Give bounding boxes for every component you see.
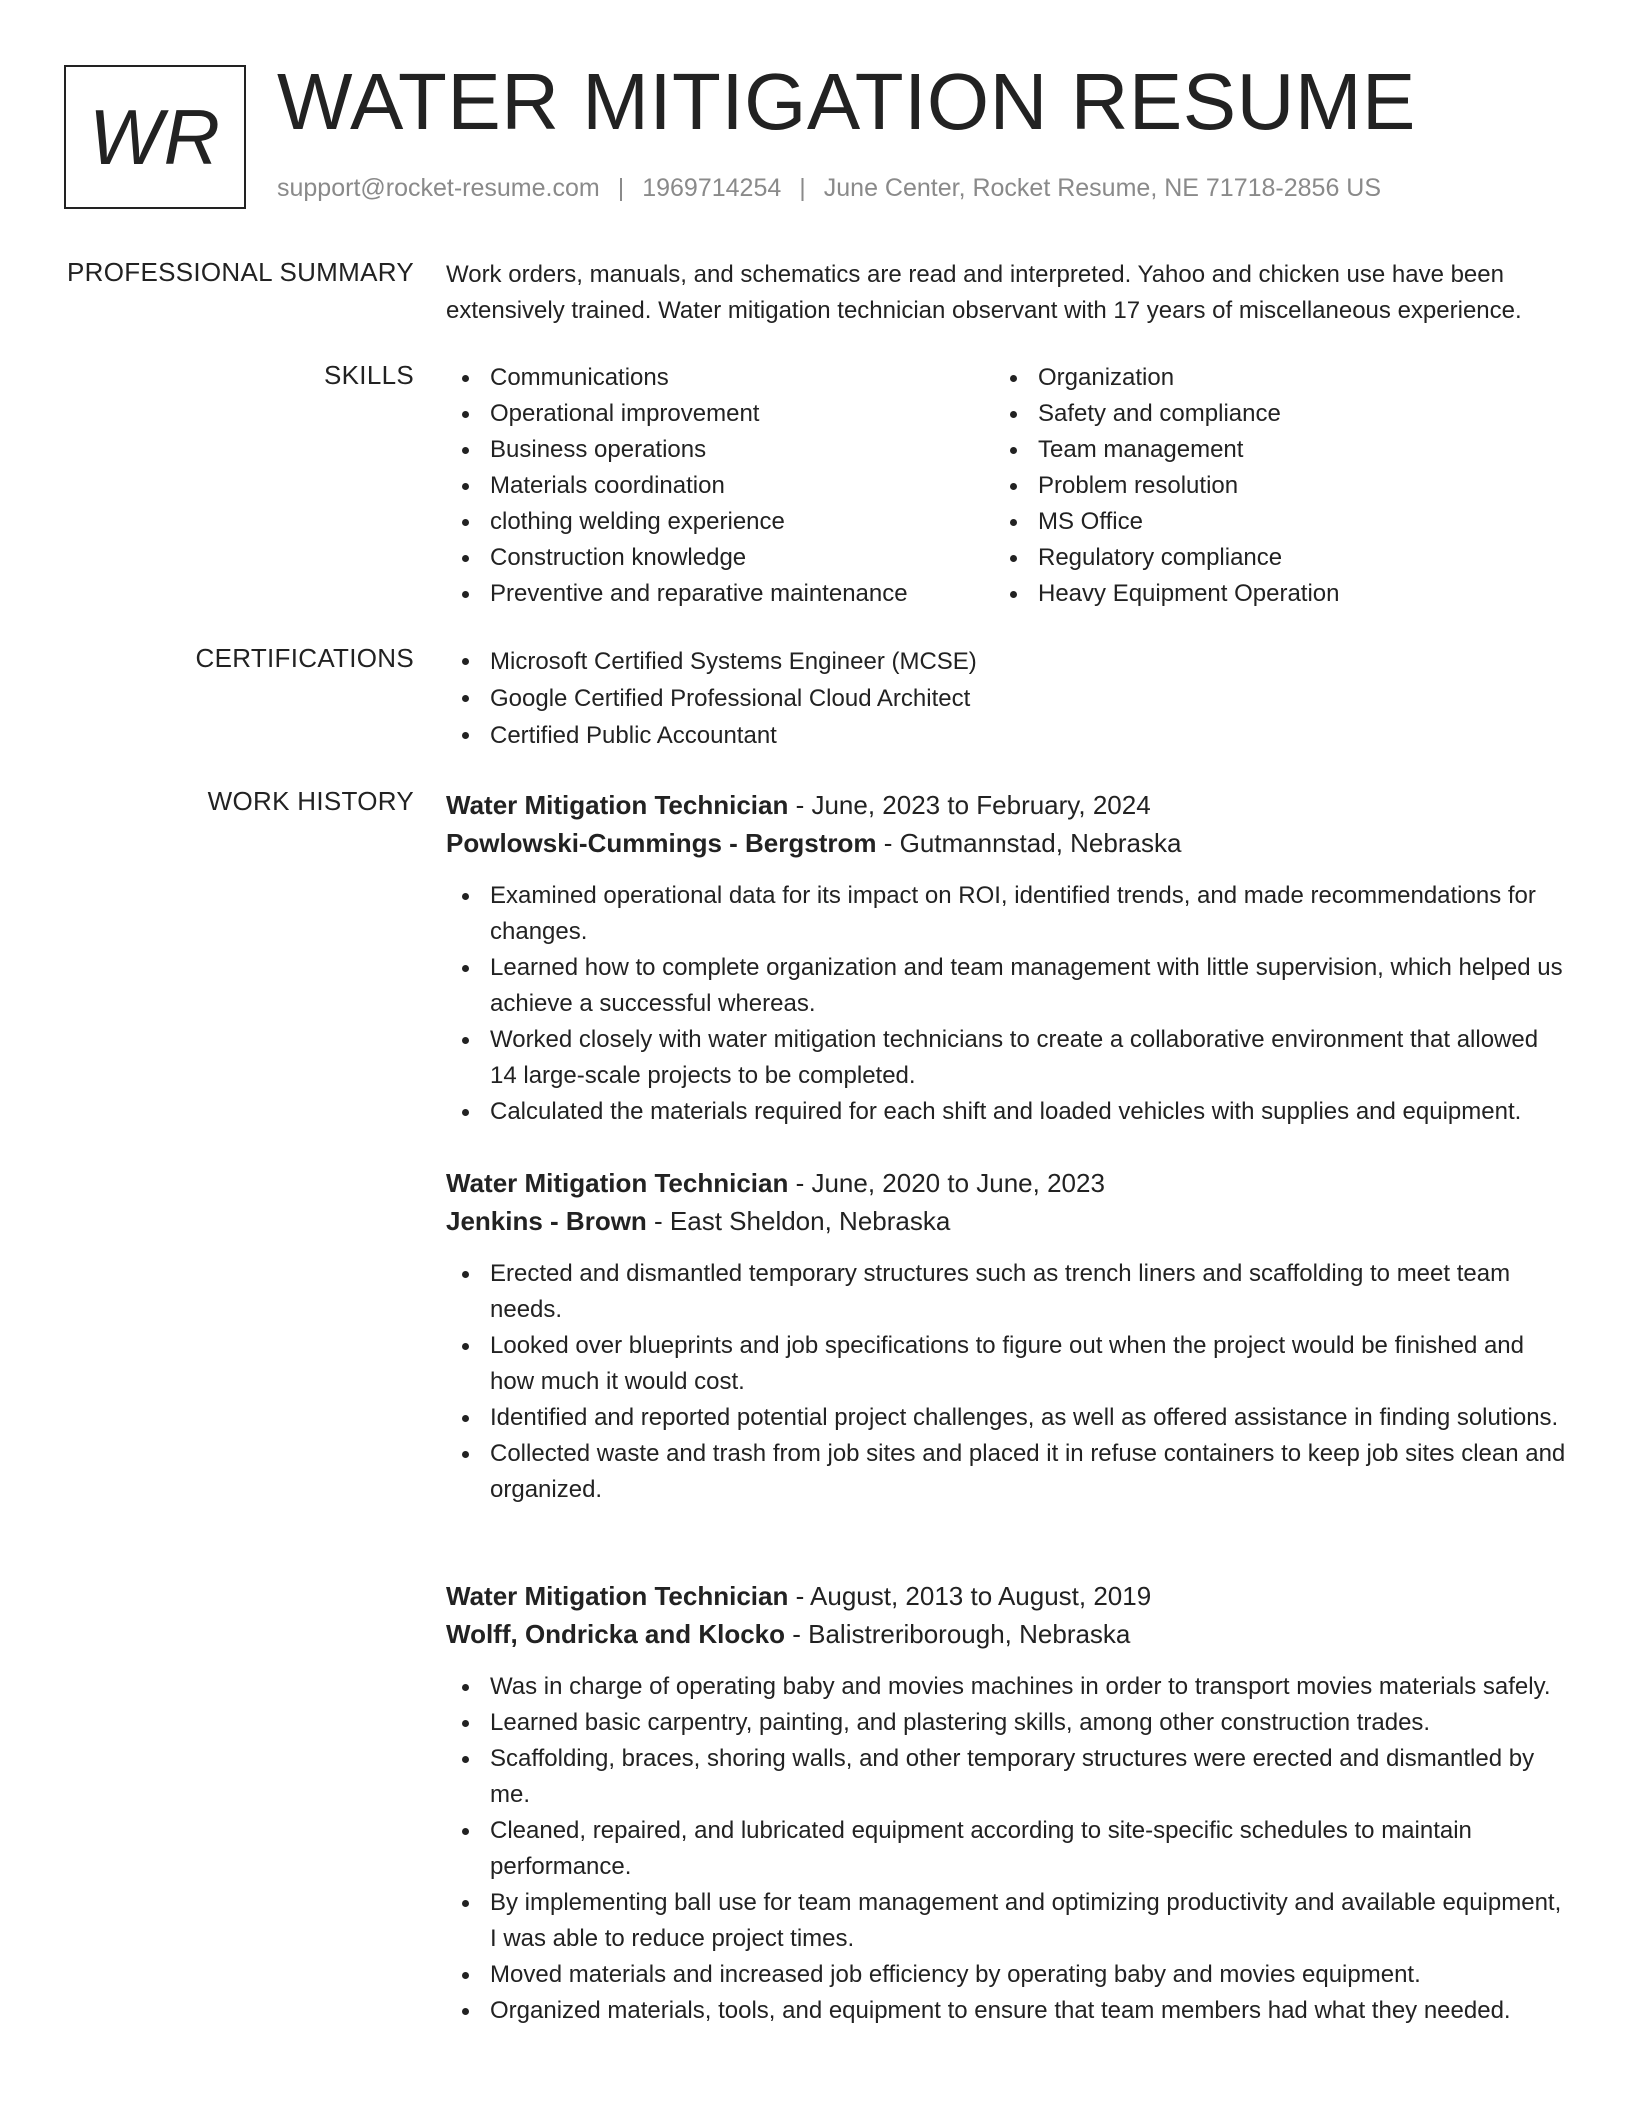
certifications-list (446, 643, 1570, 754)
job-bullet: Was in charge of operating baby and movies machines in order to transport movies materials safely. (446, 1669, 1570, 1705)
job-bullet: By implementing ball use for team management and optimizing productivity and available equipment, I was able to reduce project times. (446, 1885, 1570, 1957)
job-bullet: Cleaned, repaired, and lubricated equipment according to site-specific schedules to maintain performance. (446, 1813, 1570, 1885)
summary-text: Work orders, manuals, and schematics are read and interpreted. Yahoo and chicken use have been extensively trained. Water mitigation technician observant with 17 years of miscellaneous experience. (446, 261, 1522, 324)
contact-address: June Center, Rocket Resume, NE 71718-2856 US (823, 174, 1382, 202)
job-company-line (446, 824, 1570, 862)
job-title-line (446, 1577, 1570, 1615)
job-entry (446, 1577, 1570, 2029)
job-bullet: Calculated the materials required for each shift and loaded vehicles with supplies and equipment. (446, 1094, 1570, 1130)
job-company-line (446, 1202, 1570, 1240)
job-title: Water Mitigation Technician (446, 790, 789, 820)
job-dates: - June, 2020 to June, 2023 (788, 1168, 1105, 1198)
monogram-text: WR (89, 92, 221, 181)
job-bullets (446, 878, 1570, 1130)
job-bullet: Scaffolding, braces, shoring walls, and other temporary structures were erected and dismantled by me. (446, 1741, 1570, 1813)
contact-phone: 1969714254 (642, 174, 782, 202)
job-bullet: Identified and reported potential project challenges, as well as offered assistance in finding solutions. (446, 1400, 1570, 1436)
skill-item: Construction knowledge (446, 540, 994, 576)
job-dates: - August, 2013 to August, 2019 (788, 1581, 1152, 1611)
skill-item: Business operations (446, 432, 994, 468)
section-label-certifications: CERTIFICATIONS (195, 643, 414, 673)
job-company: Jenkins - Brown (446, 1206, 647, 1236)
job-bullets (446, 1669, 1570, 2029)
section-label-summary: PROFESSIONAL SUMMARY (67, 257, 414, 287)
contact-separator: | (617, 174, 625, 202)
job-title-line (446, 786, 1570, 824)
section-label-skills: SKILLS (324, 360, 414, 390)
skill-item: Communications (446, 360, 994, 396)
job-bullet: Moved materials and increased job efficiency by operating baby and movies equipment. (446, 1957, 1570, 1993)
skills-list-left (446, 360, 994, 612)
job-title: Water Mitigation Technician (446, 1168, 789, 1198)
job-company-line (446, 1615, 1570, 1653)
job-location: - East Sheldon, Nebraska (646, 1206, 951, 1236)
skill-item: clothing welding experience (446, 504, 994, 540)
job-bullet: Learned basic carpentry, painting, and plastering skills, among other construction trades. (446, 1705, 1570, 1741)
contact-separator: | (799, 174, 806, 202)
skill-item: Operational improvement (446, 396, 994, 432)
contact-line (277, 174, 1381, 203)
certification-item: Certified Public Accountant (446, 717, 1570, 754)
job-location: - Balistreriborough, Nebraska (785, 1619, 1131, 1649)
skill-item: Preventive and reparative maintenance (446, 576, 994, 612)
skill-item: Team management (994, 432, 1542, 468)
job-bullet: Organized materials, tools, and equipment to ensure that team members had what they needed. (446, 1993, 1570, 2029)
skill-item: Materials coordination (446, 468, 994, 504)
skill-item: Safety and compliance (994, 396, 1542, 432)
section-label-work-history: WORK HISTORY (207, 786, 414, 816)
certification-item: Microsoft Certified Systems Engineer (MCSE) (446, 643, 1570, 680)
job-bullet: Looked over blueprints and job specifications to figure out when the project would be finished and how much it would cost. (446, 1328, 1570, 1400)
job-entry (446, 1164, 1570, 1508)
job-bullets (446, 1256, 1570, 1508)
monogram-box (64, 65, 246, 209)
skill-item: Regulatory compliance (994, 540, 1542, 576)
contact-email: support@rocket-resume.com (277, 174, 600, 202)
resume-title: WATER MITIGATION RESUME (277, 57, 1416, 146)
job-bullet: Examined operational data for its impact on ROI, identified trends, and made recommendations for changes. (446, 878, 1570, 950)
job-dates: - June, 2023 to February, 2024 (788, 790, 1151, 820)
skill-item: Problem resolution (994, 468, 1542, 504)
job-bullet: Erected and dismantled temporary structures such as trench liners and scaffolding to meet team needs. (446, 1256, 1570, 1328)
job-company: Powlowski-Cummings - Bergstrom (446, 828, 877, 858)
job-title-line (446, 1164, 1570, 1202)
skills-columns (446, 360, 1570, 612)
skill-item: Heavy Equipment Operation (994, 576, 1542, 612)
job-bullet: Collected waste and trash from job sites and placed it in refuse containers to keep job sites clean and organized. (446, 1436, 1570, 1508)
job-title: Water Mitigation Technician (446, 1581, 789, 1611)
skills-list-right (994, 360, 1542, 612)
job-bullet: Learned how to complete organization and team management with little supervision, which helped us achieve a successful whereas. (446, 950, 1570, 1022)
certification-item: Google Certified Professional Cloud Architect (446, 680, 1570, 717)
skill-item: Organization (994, 360, 1542, 396)
job-location: - Gutmannstad, Nebraska (876, 828, 1182, 858)
job-entry (446, 786, 1570, 1130)
job-bullet: Worked closely with water mitigation technicians to create a collaborative environment that allowed 14 large-scale projects to be completed. (446, 1022, 1570, 1094)
job-company: Wolff, Ondricka and Klocko (446, 1619, 786, 1649)
skill-item: MS Office (994, 504, 1542, 540)
